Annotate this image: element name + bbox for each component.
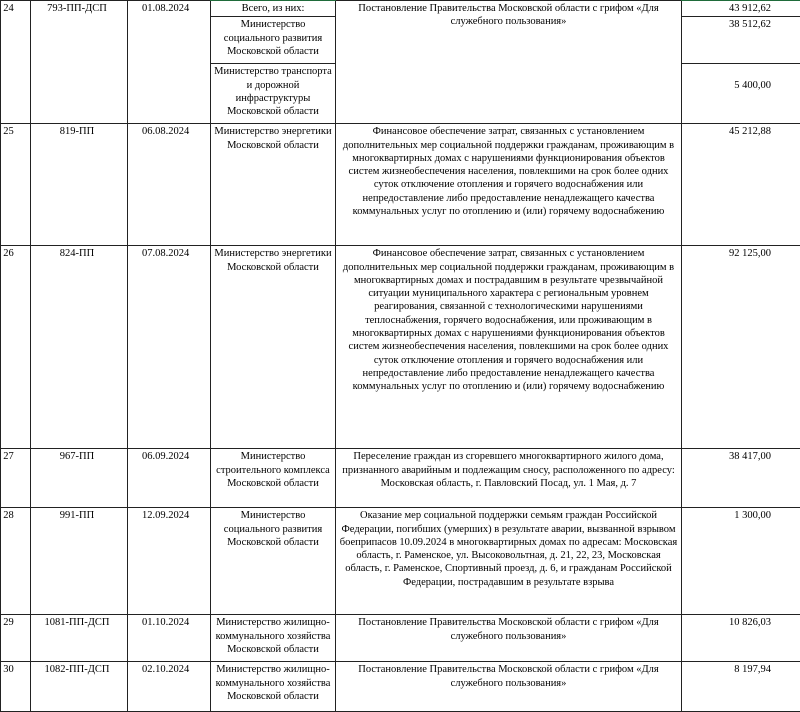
row-number: 25 bbox=[1, 124, 31, 246]
organization: Министерство энергетики Московской области bbox=[211, 246, 336, 449]
table-row bbox=[1, 662, 800, 712]
description: Оказание мер социальной поддержки семьям граждан Российской Федерации, погибших (умерших) в результате аварии, вызванной взрывом боеприпасов 10.09.2024 в многоквартирных домах по адресам: Московская область, г. Раменское, ул. Высоковольтная, д. 21, 22, 23, Московская область, г. Раменское, Спортивный проезд, д. 6, и гражданам Российской Федерации, пострадавшим в результате взрыва bbox=[336, 508, 682, 615]
document-number: 967-ПП bbox=[31, 449, 128, 508]
row-number: 29 bbox=[1, 615, 31, 662]
table-row bbox=[1, 124, 800, 246]
row-number: 28 bbox=[1, 508, 31, 615]
document-number: 991-ПП bbox=[31, 508, 128, 615]
row-number: 24 bbox=[1, 0, 31, 124]
description: Финансовое обеспечение затрат, связанных с установлением дополнительных мер социальной поддержки гражданам, проживающим в многоквартирных домах с нарушениями функционирования объектов систем жизнеобеспечения населения, повлекшими на срок более одних суток отключение отопления и горячего водоснабжения или непредоставление либо предоставление ненадлежащего качества коммунальных услуг по отоплению и (или) горячему водоснабжению bbox=[336, 124, 682, 246]
organization: Министерство жилищно-коммунального хозяйства Московской области bbox=[211, 615, 336, 662]
organization: Министерство жилищно-коммунального хозяйства Московской области bbox=[211, 662, 336, 712]
table-row bbox=[1, 508, 800, 615]
table-row bbox=[1, 615, 800, 662]
amount: 8 197,94 bbox=[682, 662, 800, 712]
amount: 5 400,00 bbox=[734, 80, 771, 91]
row-number: 26 bbox=[1, 246, 31, 449]
document-number: 824-ПП bbox=[31, 246, 128, 449]
amount: 38 512,62 bbox=[682, 17, 800, 64]
amount-cell bbox=[682, 64, 800, 124]
document-date: 02.10.2024 bbox=[128, 662, 211, 712]
document-date: 07.08.2024 bbox=[128, 246, 211, 449]
document-number: 1082-ПП-ДСП bbox=[31, 662, 128, 712]
amount: 10 826,03 bbox=[682, 615, 800, 662]
organization: Министерство социального развития Московской области bbox=[211, 17, 336, 64]
description: Постановление Правительства Московской области с грифом «Для служебного пользования» bbox=[336, 615, 682, 662]
document-date: 06.08.2024 bbox=[128, 124, 211, 246]
document-number: 793-ПП-ДСП bbox=[31, 0, 128, 124]
organization: Министерство транспорта и дорожной инфраструктуры Московской области bbox=[211, 64, 336, 124]
row-number: 27 bbox=[1, 449, 31, 508]
amount: 38 417,00 bbox=[682, 449, 800, 508]
organization: Всего, из них: bbox=[211, 0, 336, 17]
document-number: 1081-ПП-ДСП bbox=[31, 615, 128, 662]
document-date: 06.09.2024 bbox=[128, 449, 211, 508]
document-date: 01.08.2024 bbox=[128, 0, 211, 124]
table-row bbox=[1, 449, 800, 508]
row-number: 30 bbox=[1, 662, 31, 712]
description: Финансовое обеспечение затрат, связанных с установлением дополнительных мер социальной поддержки гражданам, проживающим в многоквартирных домах и пострадавшим в результате чрезвычайной ситуации муниципального характера с региональным уровнем реагирования, связанной с технологическими нарушениями теплоснабжения, горячего водоснабжения, или проживающим в многоквартирных домах с нарушениями функционирования объектов систем жизнеобеспечения населения, повлекшими на срок более одних суток отключение отопления и горячего водоснабжения или непредоставление либо предоставление ненадлежащего качества коммунальных услуг по отоплению и (или) горячему водоснабжению bbox=[336, 246, 682, 449]
table-row bbox=[1, 246, 800, 449]
description: Постановление Правительства Московской области с грифом «Для служебного пользования» bbox=[336, 0, 682, 124]
document-date: 12.09.2024 bbox=[128, 508, 211, 615]
organization: Министерство энергетики Московской области bbox=[211, 124, 336, 246]
amount: 1 300,00 bbox=[682, 508, 800, 615]
amount: 92 125,00 bbox=[682, 246, 800, 449]
organization: Министерство социального развития Московской области bbox=[211, 508, 336, 615]
organization: Министерство строительного комплекса Московской области bbox=[211, 449, 336, 508]
amount: 45 212,88 bbox=[682, 124, 800, 246]
description: Переселение граждан из сгоревшего многоквартирного жилого дома, признанного аварийным и подлежащим сносу, расположенного по адресу: Московская область, г. Павловский Посад, ул. 1 Мая, д. 7 bbox=[336, 449, 682, 508]
table-row bbox=[1, 0, 800, 17]
document-date: 01.10.2024 bbox=[128, 615, 211, 662]
amount: 43 912,62 bbox=[682, 0, 800, 17]
description: Постановление Правительства Московской области с грифом «Для служебного пользования» bbox=[336, 662, 682, 712]
document-number: 819-ПП bbox=[31, 124, 128, 246]
